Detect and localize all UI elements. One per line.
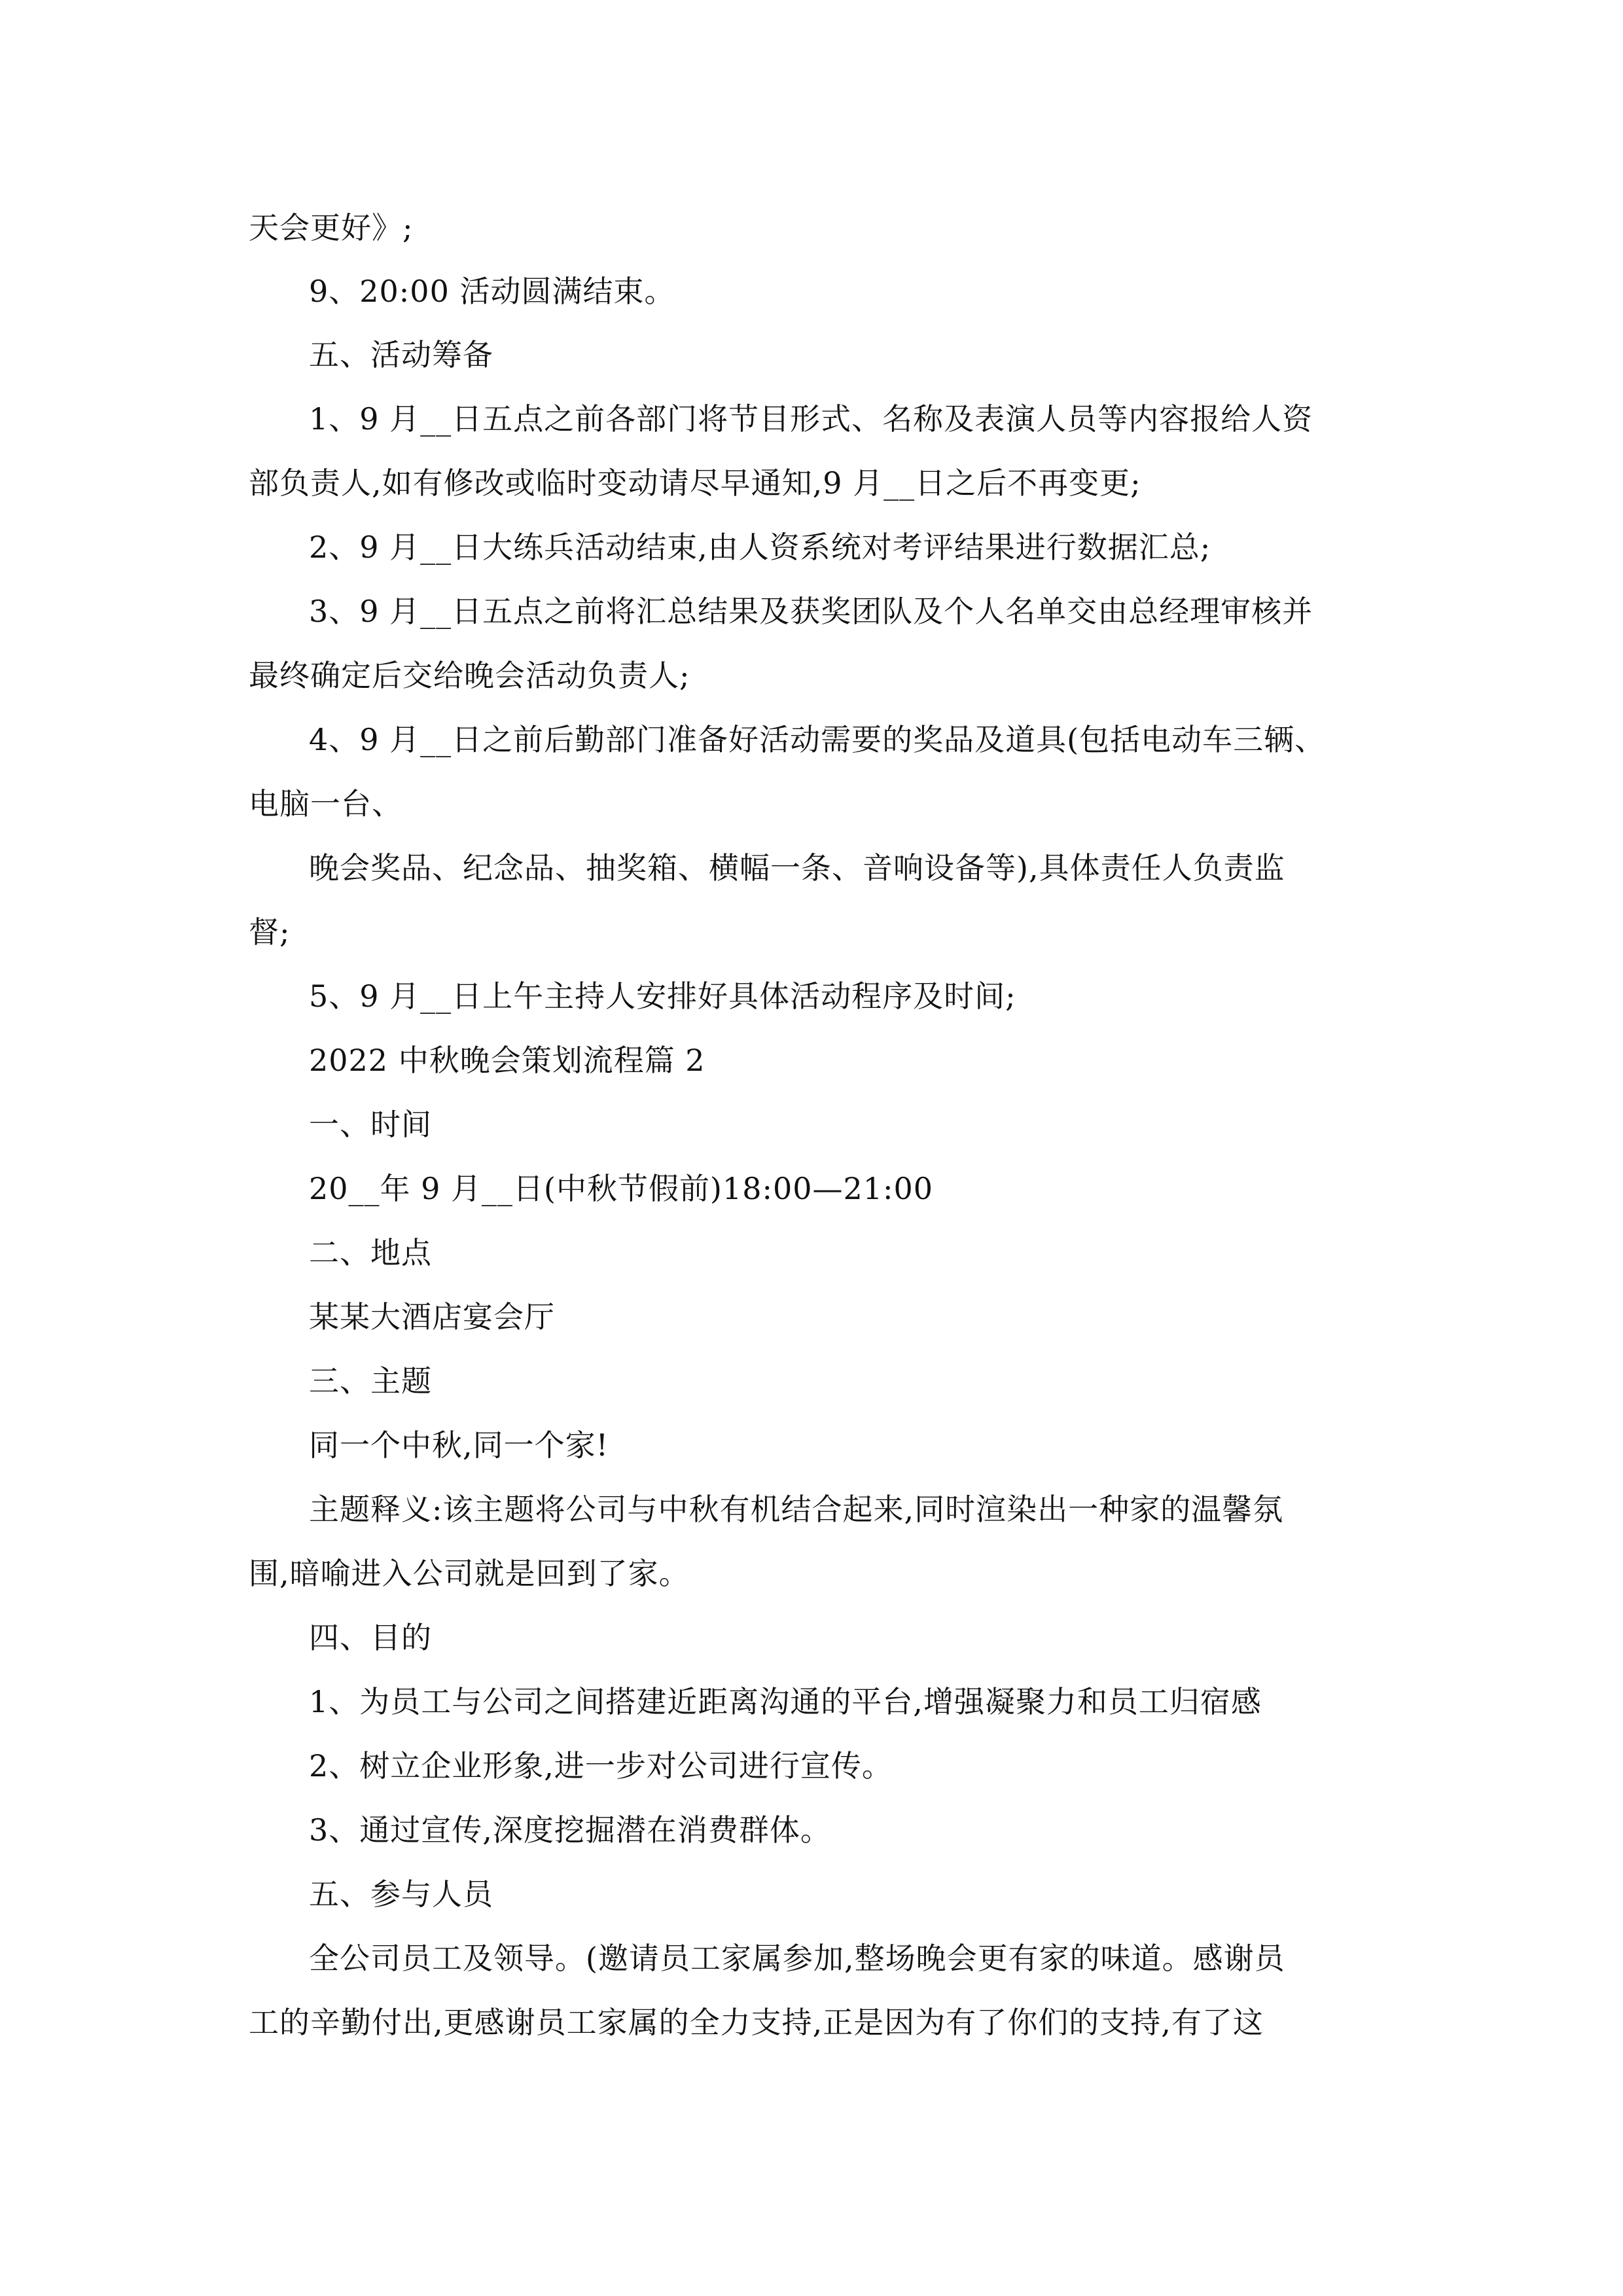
- text-line: 最终确定后交给晚会活动负责人;: [249, 658, 690, 693]
- text-line: 2、9 月__日大练兵活动结束,由人资系统对考评结果进行数据汇总;: [309, 529, 1211, 565]
- section-heading: 一、时间: [309, 1107, 432, 1142]
- section-heading: 四、目的: [309, 1620, 432, 1655]
- text-line: 1、9 月__日五点之前各部门将节目形式、名称及表演人员等内容报给人资: [309, 401, 1313, 437]
- text-line: 某某大酒店宴会厅: [309, 1299, 555, 1335]
- section-title: 2022 中秋晚会策划流程篇 2: [309, 1043, 705, 1078]
- text-line: 3、9 月__日五点之前将汇总结果及获奖团队及个人名单交由总经理审核并: [309, 594, 1313, 629]
- text-line: 5、9 月__日上午主持人安排好具体活动程序及时间;: [309, 978, 1016, 1014]
- text-line: 电脑一台、: [249, 786, 402, 821]
- section-heading: 五、参与人员: [309, 1876, 493, 1912]
- text-line: 20__年 9 月__日(中秋节假前)18:00—21:00: [309, 1171, 934, 1206]
- text-line: 3、通过宣传,深度挖掘潜在消费群体。: [309, 1812, 831, 1848]
- text-line: 同一个中秋,同一个家!: [309, 1427, 609, 1463]
- text-line: 4、9 月__日之前后勤部门准备好活动需要的奖品及道具(包括电动车三辆、: [309, 722, 1326, 757]
- text-line: 部负责人,如有修改或临时变动请尽早通知,9 月__日之后不再变更;: [249, 465, 1141, 501]
- text-line: 主题释义:该主题将公司与中秋有机结合起来,同时渲染出一种家的温馨氛: [309, 1492, 1284, 1527]
- text-line: 2、树立企业形象,进一步对公司进行宣传。: [309, 1748, 893, 1784]
- text-line: 1、为员工与公司之间搭建近距离沟通的平台,增强凝聚力和员工归宿感: [309, 1684, 1262, 1719]
- text-line: 9、20:00 活动圆满结束。: [309, 274, 675, 309]
- section-heading: 二、地点: [309, 1235, 432, 1270]
- text-line: 围,暗喻进入公司就是回到了家。: [249, 1556, 690, 1591]
- section-heading: 五、活动筹备: [309, 337, 493, 372]
- text-line: 全公司员工及领导。(邀请员工家属参加,整场晚会更有家的味道。感谢员: [309, 1941, 1285, 1976]
- text-line: 督;: [249, 914, 291, 950]
- section-heading: 三、主题: [309, 1363, 432, 1399]
- text-line: 工的辛勤付出,更感谢员工家属的全力支持,正是因为有了你们的支持,有了这: [249, 2005, 1264, 2040]
- text-line: 晚会奖品、纪念品、抽奖箱、横幅一条、音响设备等),具体责任人负责监: [309, 850, 1285, 886]
- text-line: 天会更好》;: [249, 210, 414, 245]
